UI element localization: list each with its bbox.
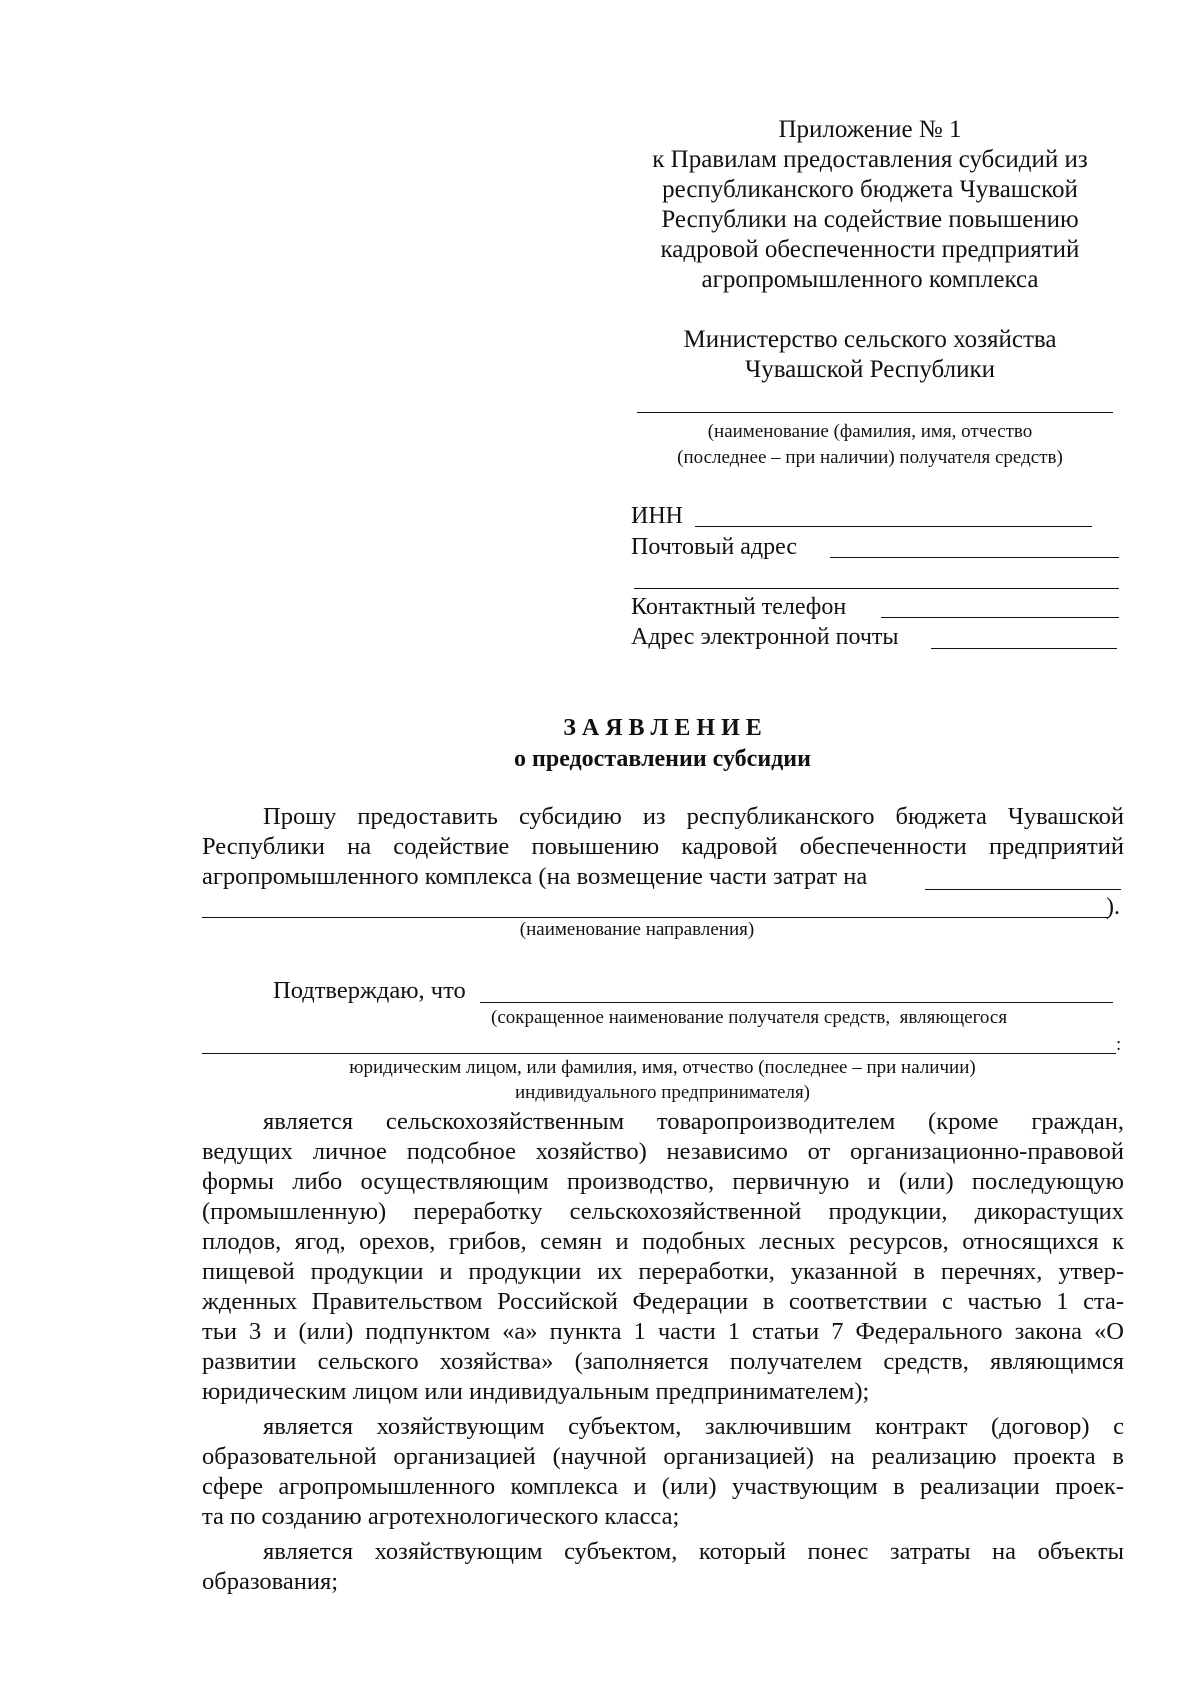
applicant-name-line (637, 412, 1113, 413)
applicant-caption: (последнее – при наличии) получателя средств) (677, 447, 1063, 468)
appendix-line: агропромышленного комплекса (701, 266, 1039, 293)
appendix-title: Приложение № 1 (778, 116, 962, 143)
paragraph-line: жденных Правительством Российской Федерации в соответствии с частью 1 ста- (202, 1288, 1124, 1315)
paragraph-line: тьи 3 и (или) подпунктом «а» пункта 1 части 1 статьи 7 Федерального закона «О (202, 1318, 1124, 1345)
inn-field-line (695, 526, 1092, 527)
confirm-caption: индивидуального предпринимателя) (514, 1082, 811, 1103)
document-title: З А Я В Л Е Н И Е (563, 715, 762, 741)
paragraph-line: является хозяйствующим субъектом, который понес затраты на объекты (263, 1538, 1124, 1565)
phone-label: Контактный телефон (631, 594, 847, 620)
paragraph-line: формы либо осуществляющим производство, первичную и (или) последующую (202, 1168, 1124, 1195)
request-fill-line (925, 889, 1121, 890)
address-field-line-2 (634, 588, 1119, 589)
paragraph-line: та по созданию агротехнологического класса; (202, 1503, 680, 1530)
paragraph-line: образовательной организацией (научной организацией) на реализацию проекта в (202, 1443, 1124, 1470)
request-closing: ). (1106, 894, 1120, 920)
appendix-line: к Правилам предоставления субсидий из (652, 146, 1088, 173)
paragraph-line: является хозяйствующим субъектом, заключившим контракт (договор) с (263, 1413, 1124, 1440)
appendix-line: республиканского бюджета Чувашской (662, 176, 1078, 203)
paragraph-line: образования; (202, 1568, 339, 1595)
paragraph-line: плодов, ягод, орехов, грибов, семян и подобных лесных ресурсов, относящихся к (202, 1228, 1124, 1255)
paragraph-line: юридическим лицом или индивидуальным предпринимателем); (202, 1378, 870, 1405)
confirm-label: Подтверждаю, что (273, 977, 466, 1004)
address-label: Почтовый адрес (631, 534, 798, 560)
confirm-name-line (480, 1002, 1113, 1003)
email-field-line (931, 648, 1117, 649)
address-field-line (830, 557, 1119, 558)
confirm-caption: юридическим лицом, или фамилия, имя, отчество (последнее – при наличии) (349, 1057, 976, 1078)
addressee-line: Министерство сельского хозяйства (683, 326, 1057, 353)
paragraph-line: является сельскохозяйственным товаропроизводителем (кроме граждан, (263, 1108, 1124, 1135)
paragraph-line: (промышленную) переработку сельскохозяйственной продукции, дикорастущих (202, 1198, 1124, 1225)
paragraph-line: пищевой продукции и продукции их переработки, указанной в перечнях, утвер- (202, 1258, 1124, 1285)
applicant-caption: (наименование (фамилия, имя, отчество (707, 421, 1033, 442)
request-caption: (наименование направления) (519, 919, 755, 940)
confirm-caption: (сокращенное наименование получателя средств, являющегося (491, 1007, 1008, 1028)
inn-label: ИНН (631, 503, 683, 529)
appendix-line: кадровой обеспеченности предприятий (660, 236, 1080, 263)
phone-field-line (881, 617, 1119, 618)
confirm-name-line-2 (202, 1053, 1116, 1054)
request-line: агропромышленного комплекса (на возмещение части затрат на (202, 863, 868, 890)
request-line: Прошу предоставить субсидию из республиканского бюджета Чувашской (263, 803, 1124, 830)
email-label: Адрес электронной почты (631, 624, 899, 650)
paragraph-line: развитии сельского хозяйства» (заполняется получателем средств, являющимся (202, 1348, 1124, 1375)
addressee-line: Чувашской Республики (744, 356, 996, 383)
paragraph-line: ведущих личное подсобное хозяйство) независимо от организационно-правовой (202, 1138, 1124, 1165)
appendix-line: Республики на содействие повышению (661, 206, 1079, 233)
confirm-colon: : (1116, 1034, 1122, 1055)
paragraph-line: сфере агропромышленного комплекса и (или) участвующим в реализации проек- (202, 1473, 1124, 1500)
document-subtitle: о предоставлении субсидии (514, 746, 811, 772)
request-line: Республики на содействие повышению кадровой обеспеченности предприятий (202, 833, 1124, 860)
